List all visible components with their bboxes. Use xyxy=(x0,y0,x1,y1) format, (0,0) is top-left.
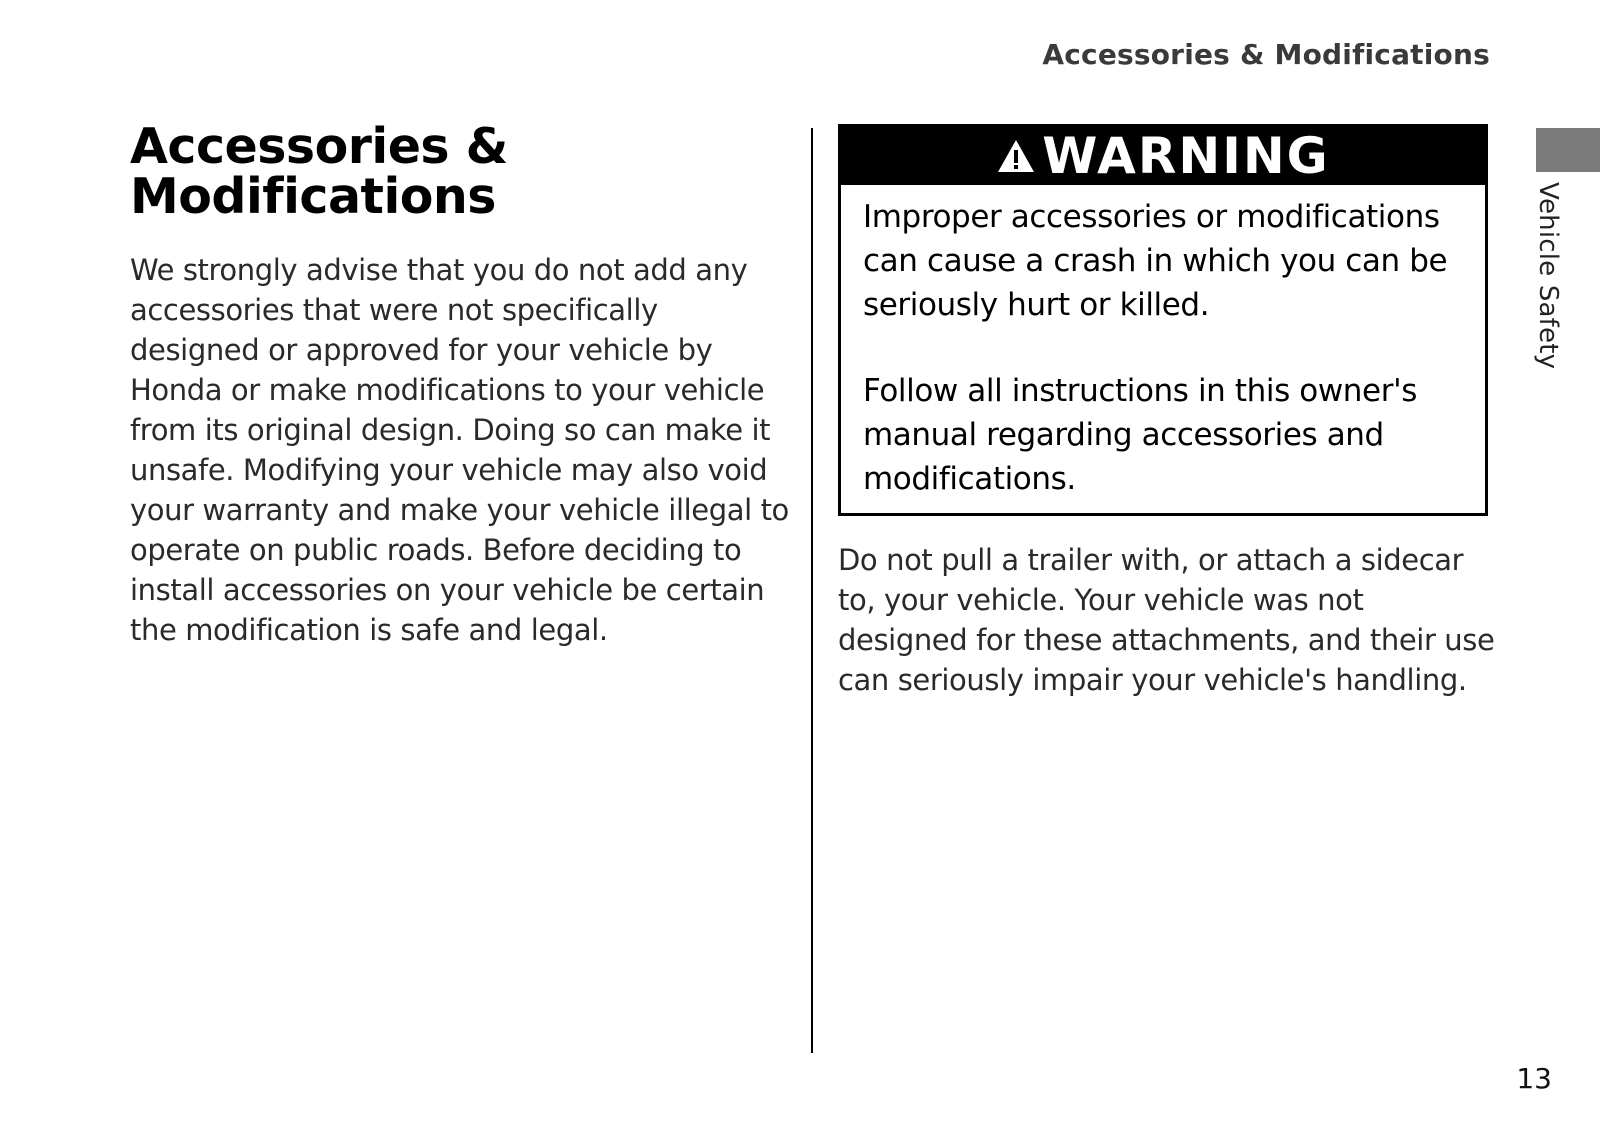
warning-content xyxy=(841,185,1485,501)
warning-triangle-icon xyxy=(996,138,1036,174)
page-number: 13 xyxy=(1516,1062,1552,1095)
left-column xyxy=(130,118,790,650)
trailer-paragraph: Do not pull a trailer with, or attach a sidecar to, your vehicle. Your vehicle was not designed for these attachments, and their use can seriously impair your vehicle's handling. xyxy=(838,543,1495,697)
section-title-line2: Modifications xyxy=(130,168,496,225)
warning-paragraph-1: Improper accessories or modifications can cause a crash in which you can be seriously hurt or killed. xyxy=(863,199,1448,323)
intro-paragraph: We strongly advise that you do not add any accessories that were not specifically designed or approved for your vehicle by Honda or make modifications to your vehicle from its original design. Doing so can make it unsafe. Modifying your vehicle may also void your warranty and make your vehicle illegal to operate on public roads. Before deciding to install accessories on your vehicle be certain the modification is safe and legal. xyxy=(130,253,789,647)
warning-banner xyxy=(841,127,1485,185)
side-tab-label: Vehicle Safety xyxy=(1533,182,1563,370)
warning-box xyxy=(838,124,1488,516)
warning-label: WARNING xyxy=(1042,127,1330,185)
column-divider xyxy=(811,128,813,1053)
section-title xyxy=(130,118,790,225)
side-tab-marker xyxy=(1536,128,1600,172)
warning-paragraph-2: Follow all instructions in this owner's manual regarding accessories and modifications. xyxy=(863,373,1417,497)
section-title-line1: Accessories & xyxy=(130,118,508,175)
running-header: Accessories & Modifications xyxy=(1042,38,1490,71)
